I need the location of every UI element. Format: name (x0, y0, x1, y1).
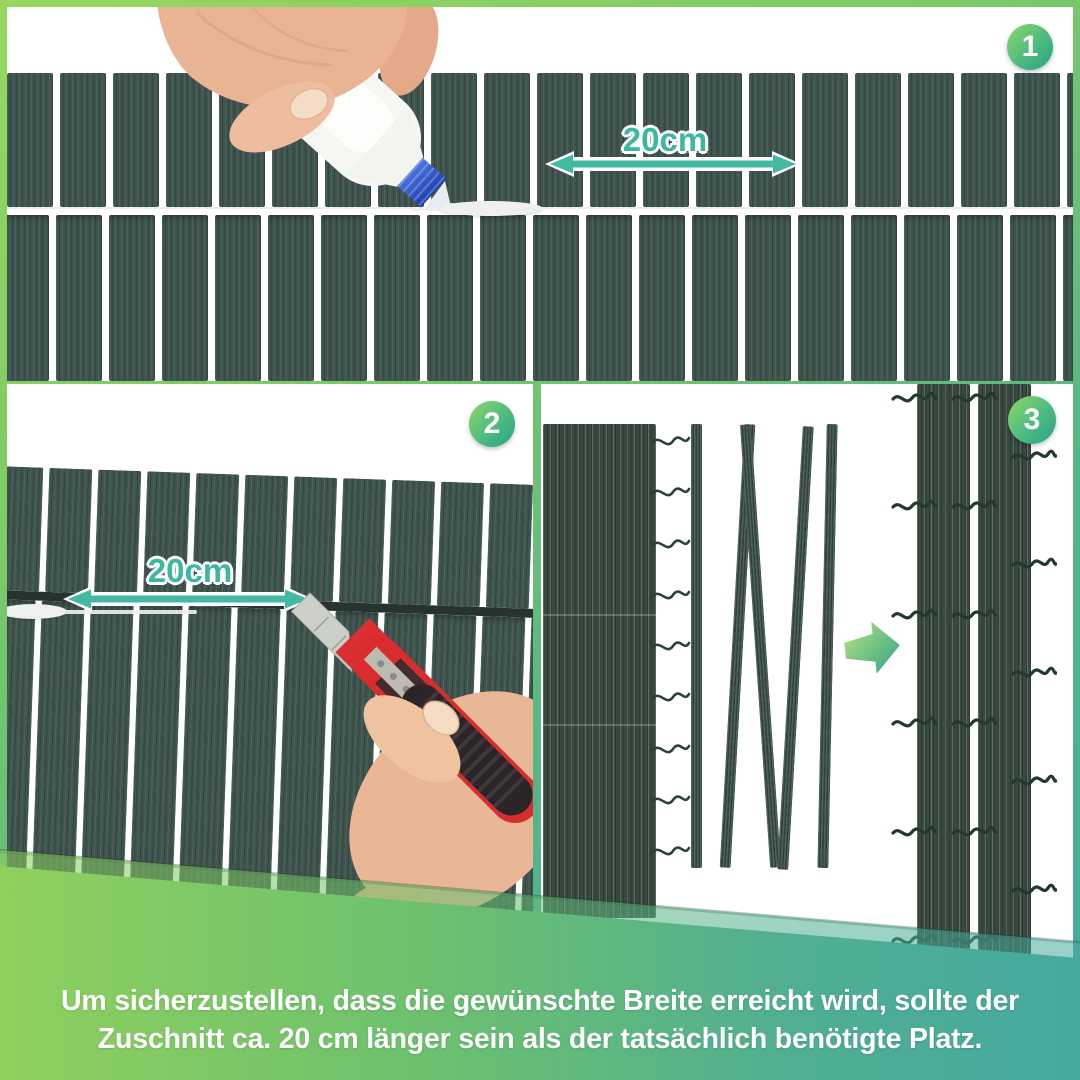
fence-slat (749, 73, 795, 207)
step3-badge (1008, 396, 1056, 444)
wire-knot-icon (1011, 665, 1057, 683)
wire-tie-icon (651, 688, 691, 708)
wire-knot-icon (1011, 773, 1057, 791)
wire-knot-icon (891, 390, 937, 408)
fence-slat (7, 466, 43, 591)
fence-slat (533, 215, 579, 381)
glue-bottle-hand-icon (47, 7, 497, 257)
fence-slat (7, 215, 49, 381)
wire-knot-icon (891, 607, 937, 625)
mat-joint (543, 614, 656, 616)
caption-text (0, 982, 1080, 1058)
wire-knot-icon (951, 390, 997, 408)
caption-line2: Zuschnitt ca. 20 cm länger sein als der tatsächlich benötigte Platz. (97, 1023, 983, 1055)
fence-slat (745, 215, 791, 381)
fence-slat (802, 73, 848, 207)
step2-number: 2 (483, 407, 501, 440)
fence-slat (537, 73, 583, 207)
fence-slat (904, 215, 950, 381)
caption-line1: Um sicherzustellen, dass die gewünschte Breite erreicht wird, sollte der (60, 985, 1020, 1017)
wire-tie-icon (651, 535, 691, 555)
wire-knot-icon (891, 498, 937, 516)
mat-joint (543, 724, 656, 726)
fence-slat (1067, 73, 1073, 207)
wire-knot-icon (1011, 448, 1057, 466)
fence-slat (1010, 215, 1056, 381)
loose-slat (691, 424, 702, 868)
wire-tie-icon (651, 637, 691, 657)
wire-tie-icon (651, 740, 691, 760)
fence-slat (851, 215, 897, 381)
fence-slat (855, 73, 901, 207)
loose-slat (817, 424, 837, 868)
loose-slat (777, 426, 814, 870)
fence-slat (908, 73, 954, 207)
loose-slat (740, 424, 781, 868)
wire-knot-icon (951, 498, 997, 516)
fence-slat (1014, 73, 1060, 207)
fence-slat (692, 215, 738, 381)
step1-number: 1 (1021, 30, 1039, 63)
fence-slat (586, 215, 632, 381)
measure-label-step2: 20cm (147, 552, 233, 589)
wire-tie-icon (651, 586, 691, 606)
measure-double-arrow-icon (544, 149, 802, 179)
step1-badge (1007, 24, 1053, 70)
step1-panel (7, 7, 1073, 381)
caption-band (0, 840, 1080, 1080)
wire-tie-icon (651, 432, 691, 452)
wire-tie-icon (651, 791, 691, 811)
wire-knot-icon (951, 715, 997, 733)
step2-badge (469, 401, 515, 447)
fence-slat (957, 215, 1003, 381)
wire-ties (651, 432, 691, 862)
fence-slat (1063, 215, 1073, 381)
fence-slat (961, 73, 1007, 207)
wire-tie-icon (651, 483, 691, 503)
wire-knot-icon (951, 607, 997, 625)
step3-number: 3 (1023, 403, 1041, 436)
wire-knot-icon (891, 824, 937, 842)
fence-slat (45, 468, 92, 593)
measure-label-step1: 20cm (622, 121, 708, 158)
fence-slat (639, 215, 685, 381)
fence-slat (798, 215, 844, 381)
wire-knot-icon (891, 715, 937, 733)
wire-knot-icon (951, 824, 997, 842)
wire-knot-icon (1011, 556, 1057, 574)
